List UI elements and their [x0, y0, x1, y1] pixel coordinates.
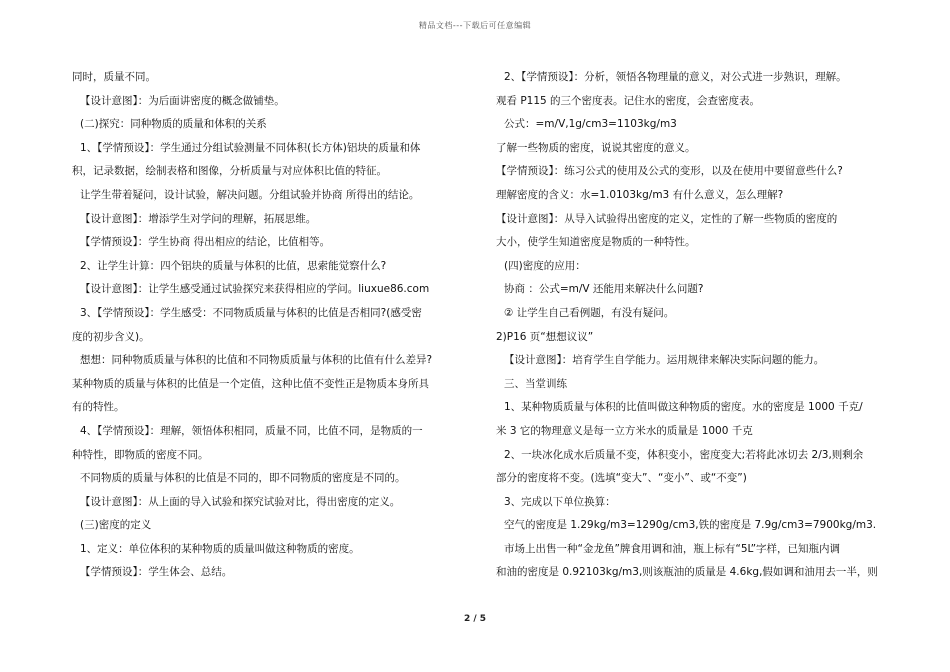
text-line: 种特性，即物质的密度不同。 — [72, 448, 209, 461]
text-line: 不同物质的质量与体积的比值是不同的，即不同物质的密度是不同的。 — [80, 472, 406, 485]
text-line: 米 3 它的物理意义是每一立方米水的质量是 1000 千克 — [496, 424, 753, 437]
text-line: 大小，使学生知道密度是物质的一种特性。 — [496, 236, 696, 249]
text-line: 理解密度的含义：水=1.0103kg/m3 有什么意义，怎么理解? — [496, 188, 784, 201]
text-line: 3、【学情预设】：学生感受：不同物质质量与体积的比值是否相同?(感受密 — [80, 306, 422, 319]
text-line: 市场上出售一种“金龙鱼”牌食用调和油，瓶上标有“5L”字样，已知瓶内调 — [504, 542, 841, 555]
text-line: 2、【学情预设】：分析，领悟各物理量的意义，对公式进一步熟识，理解。 — [504, 71, 847, 83]
text-line: (三)密度的定义 — [80, 519, 152, 532]
text-line: 了解一些物质的密度，说说其密度的意义。 — [496, 141, 696, 154]
text-line: 空气的密度是 1.29kg/m3=1290g/cm3,铁的密度是 7.9g/cm3=7900kg/m3. — [504, 519, 877, 532]
text-line: 度的初步含义)。 — [72, 330, 150, 343]
text-line: 和油的密度是 0.92103kg/m3,则该瓶油的质量是 4.6kg,假如调和油用去一半，则 — [496, 566, 878, 579]
page-header: 精品文档---下载后可任意编辑 — [418, 21, 532, 30]
text-line: 2、一块冰化成水后质量不变，体积变小，密度变大;若将此冰切去 2/3,则剩余 — [504, 448, 864, 461]
text-line: 协商 ：公式=m/V 还能用来解决什么问题? — [504, 283, 704, 296]
text-line: 【学情预设】：练习公式的使用及公式的变形，以及在使用中要留意些什么? — [496, 165, 843, 178]
text-line: 2、让学生计算：四个铝块的质量与体积的比值，思索能觉察什么? — [80, 259, 387, 272]
text-line: ② 让学生自己看例题，有没有疑问。 — [504, 306, 675, 319]
text-line: 让学生带着疑问，设计试验，解决问题。分组试验并协商 所得出的结论。 — [80, 188, 420, 201]
text-line: 4、【学情预设】：理解，领悟体积相同，质量不同，比值不同，是物质的一 — [80, 424, 423, 437]
left-column — [72, 66, 454, 585]
text-line: 【学情预设】：学生协商 得出相应的结论，比值相等。 — [80, 236, 331, 249]
text-line: 想想：同种物质质量与体积的比值和不同物质质量与体积的比值有什么差异? — [80, 354, 433, 367]
text-line: (二)探究：同种物质的质量和体积的关系 — [80, 118, 267, 131]
text-line: 【设计意图】：让学生感受通过试验探究来获得相应的学问。liuxue86.com — [80, 283, 430, 296]
text-line: 【设计意图】：培育学生自学能力。运用规律来解决实际问题的能力。 — [504, 354, 825, 367]
text-line: 部分的密度将不变。(选填“变大”、“变小”、或“不变”) — [496, 472, 747, 485]
right-column — [496, 66, 878, 585]
page-number: 2 / 5 — [463, 614, 487, 624]
text-line: 【设计意图】：从导入试验得出密度的定义，定性的了解一些物质的密度的 — [496, 212, 838, 225]
text-line: 【设计意图】：增添学生对学问的理解，拓展思维。 — [80, 212, 317, 225]
text-line: 3、完成以下单位换算： — [504, 495, 616, 508]
text-line: 【学情预设】：学生体会、总结。 — [80, 566, 233, 579]
text-line: 【设计意图】：为后面讲密度的概念做铺垫。 — [80, 94, 285, 107]
text-line: 三、当堂训练 — [504, 377, 567, 390]
text-line: 积，记录数据，绘制表格和图像，分析质量与对应体积比值的特征。 — [72, 165, 387, 178]
text-line: (四)密度的应用： — [504, 259, 586, 272]
text-line: 1、某种物质质量与体积的比值叫做这种物质的密度。水的密度是 1000 千克/ — [504, 401, 863, 414]
text-line: 2)P16 页“想想议议” — [496, 330, 594, 343]
text-line: 【设计意图】：从上面的导入试验和探究试验对比，得出密度的定义。 — [80, 495, 401, 508]
text-line: 1、【学情预设】：学生通过分组试验测量不同体积(长方体)铝块的质量和体 — [80, 141, 421, 154]
text-line: 观看 P115 的三个密度表。记住水的密度，会查密度表。 — [496, 94, 761, 107]
text-line: 某种物质的质量与体积的比值是一个定值，这种比值不变性正是物质本身所具 — [72, 377, 429, 390]
text-line: 1、定义：单位体积的某种物质的质量叫做这种物质的密度。 — [80, 542, 360, 555]
text-line: 公式：=m/V,1g/cm3=1103kg/m3 — [504, 118, 677, 131]
text-line: 同时，质量不同。 — [72, 71, 156, 83]
text-line: 有的特性。 — [72, 401, 125, 414]
